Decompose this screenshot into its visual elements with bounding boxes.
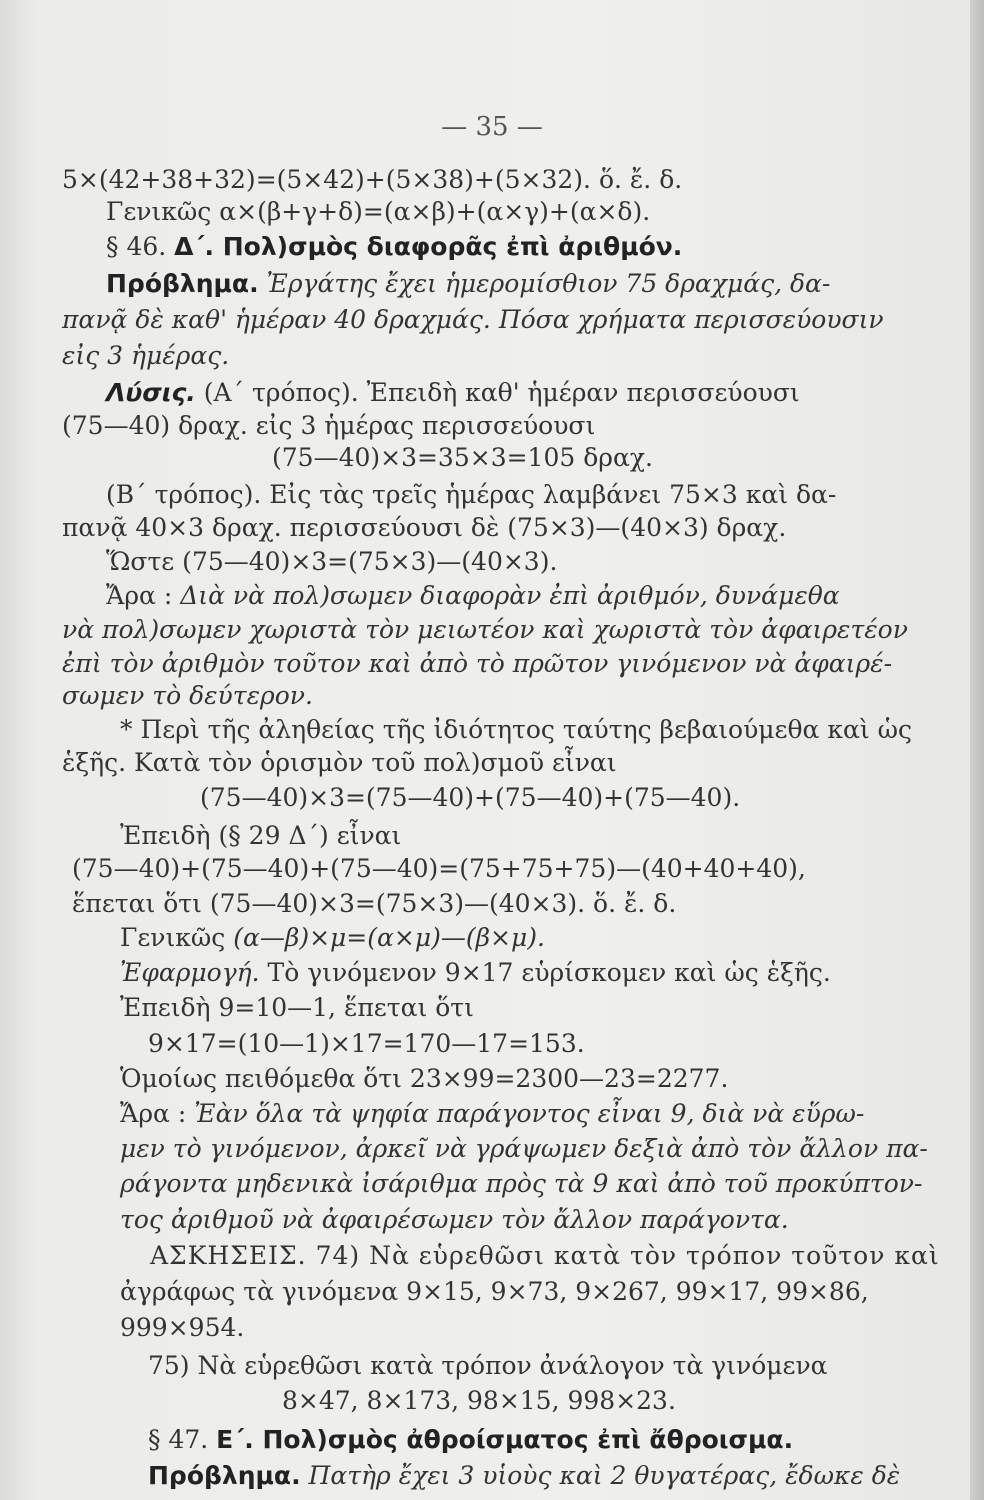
equation: (75—40)+(75—40)+(75—40)=(75+75+75)—(40+40+40), bbox=[72, 854, 806, 883]
problem-label: Πρόβλημα. bbox=[148, 1461, 301, 1490]
page-number: — 35 — bbox=[441, 112, 543, 142]
general-formula bbox=[120, 922, 545, 954]
text-line: 5×(42+38+32)=(5×42)+(5×38)+(5×32). ὅ. ἔ. δ. bbox=[62, 165, 683, 194]
problem-text: Πατὴρ ἔχει 3 υἱοὺς καὶ 2 θυγατέρας, ἔδωκε δὲ bbox=[308, 1461, 901, 1490]
rule-line bbox=[120, 1098, 864, 1130]
solution-label: Λύσις. bbox=[106, 378, 196, 407]
page-edge bbox=[970, 0, 984, 1500]
text-line: ἕπεται ὅτι (75—40)×3=(75×3)—(40×3). ὅ. ἔ. δ. bbox=[72, 889, 677, 918]
rule-text: Διὰ νὰ πολ)σωμεν διαφορὰν ἐπὶ ἀριθμόν, δυνάμεθα bbox=[180, 581, 840, 610]
section-heading bbox=[106, 231, 682, 263]
text-line: Ἐπειδὴ (§ 29 Δ΄) εἶναι bbox=[120, 821, 402, 850]
section-number: § 47. bbox=[148, 1425, 209, 1454]
text-line: * Περὶ τῆς ἀληθείας τῆς ἰδιότητος ταύτης βεβαιούμεθα καὶ ὡς bbox=[120, 715, 913, 744]
section-title: Δ΄. Πολ)σμὸς διαφορᾶς ἐπὶ ἀριθμόν. bbox=[174, 232, 683, 261]
exercises-line: ΑΣΚΗΣΕΙΣ. 74) Νὰ εὑρεθῶσι κατὰ τὸν τρόπον τοῦτον καὶ bbox=[150, 1241, 940, 1270]
text-line: νὰ πολ)σωμεν χωριστὰ τὸν μειωτέον καὶ χωριστὰ τὸν ἀφαιρετέον bbox=[62, 615, 908, 644]
problem-label: Πρόβλημα. bbox=[106, 269, 259, 298]
text-line: 999×954. bbox=[120, 1313, 245, 1342]
text-line: ἐπὶ τὸν ἀριθμὸν τοῦτον καὶ ἀπὸ τὸ πρῶτον γινόμενον νὰ ἀφαιρέ- bbox=[62, 649, 893, 678]
problem-line bbox=[148, 1460, 900, 1492]
application-text: Τὸ γινόμενον 9×17 εὑρίσκομεν καὶ ὡς ἑξῆς. bbox=[267, 958, 831, 987]
text-line: ράγοντα μηδενικὰ ἰσάριθμα πρὸς τὰ 9 καὶ ἀπὸ τοῦ προκύπτον- bbox=[120, 1169, 923, 1198]
application-line bbox=[120, 957, 831, 989]
text-line: Ὥστε (75—40)×3=(75×3)—(40×3). bbox=[106, 547, 558, 576]
problem-line bbox=[106, 268, 830, 300]
text-line: σωμεν τὸ δεύτερον. bbox=[62, 681, 313, 710]
general-label: Γενικῶς bbox=[120, 923, 226, 952]
rule-label: Ἄρα : bbox=[120, 1099, 187, 1128]
text-line: Γενικῶς α×(β+γ+δ)=(α×β)+(α×γ)+(α×δ). bbox=[106, 197, 651, 226]
text-line: (Β΄ τρόπος). Εἰς τὰς τρεῖς ἡμέρας λαμβάνει 75×3 καὶ δα- bbox=[106, 480, 837, 509]
problem-text: Ἐργάτης ἔχει ἡμερομίσθιον 75 δραχμάς, δα- bbox=[266, 269, 831, 298]
rule-line bbox=[106, 580, 840, 612]
text-line: Ὁμοίως πειθόμεθα ὅτι 23×99=2300—23=2277. bbox=[120, 1064, 729, 1093]
application-label: Ἐφαρμογή. bbox=[120, 958, 260, 987]
text-line: Ἐπειδὴ 9=10—1, ἕπεται ὅτι bbox=[120, 993, 474, 1022]
text-line: (75—40) δραχ. εἰς 3 ἡμέρας περισσεύουσι bbox=[62, 411, 596, 440]
text-line: εἰς 3 ἡμέρας. bbox=[62, 341, 230, 370]
text-line: τος ἀριθμοῦ νὰ ἀφαιρέσωμεν τὸν ἄλλον παράγοντα. bbox=[120, 1205, 789, 1234]
section-heading bbox=[148, 1424, 793, 1456]
equation: 8×47, 8×173, 98×15, 998×23. bbox=[282, 1386, 676, 1415]
text-line: ἑξῆς. Κατὰ τὸν ὁρισμὸν τοῦ πολ)σμοῦ εἶναι bbox=[62, 748, 617, 777]
solution-line bbox=[106, 377, 800, 409]
text-line: πανᾷ 40×3 δραχ. περισσεύουσι δὲ (75×3)—(40×3) δραχ. bbox=[62, 513, 787, 542]
equation: (75—40)×3=(75—40)+(75—40)+(75—40). bbox=[200, 783, 741, 812]
solution-text: (Α΄ τρόπος). Ἐπειδὴ καθ' ἡμέραν περισσεύουσι bbox=[203, 378, 800, 407]
text-line: ἀγράφως τὰ γινόμενα 9×15, 9×73, 9×267, 99×17, 99×86, bbox=[120, 1277, 869, 1306]
rule-label: Ἄρα : bbox=[106, 581, 173, 610]
text-line: 75) Νὰ εὑρεθῶσι κατὰ τρόπον ἀνάλογον τὰ γινόμενα bbox=[148, 1351, 828, 1380]
text-line: μεν τὸ γινόμενον, ἀρκεῖ νὰ γράψωμεν δεξιὰ ἀπὸ τὸν ἄλλον πα- bbox=[120, 1134, 928, 1163]
section-title: Ε΄. Πολ)σμὸς ἀθροίσματος ἐπὶ ἄθροισμα. bbox=[216, 1425, 794, 1454]
general-formula-text: (α—β)×μ=(α×μ)—(β×μ). bbox=[233, 923, 545, 952]
equation: (75—40)×3=35×3=105 δραχ. bbox=[272, 443, 653, 472]
rule-text: Ἐὰν ὅλα τὰ ψηφία παράγοντος εἶναι 9, διὰ νὰ εὕρω- bbox=[194, 1099, 865, 1128]
equation: 9×17=(10—1)×17=170—17=153. bbox=[148, 1029, 585, 1058]
section-number: § 46. bbox=[106, 232, 167, 261]
text-line: πανᾷ δὲ καθ' ἡμέραν 40 δραχμάς. Πόσα χρήματα περισσεύουσιν bbox=[62, 305, 884, 334]
